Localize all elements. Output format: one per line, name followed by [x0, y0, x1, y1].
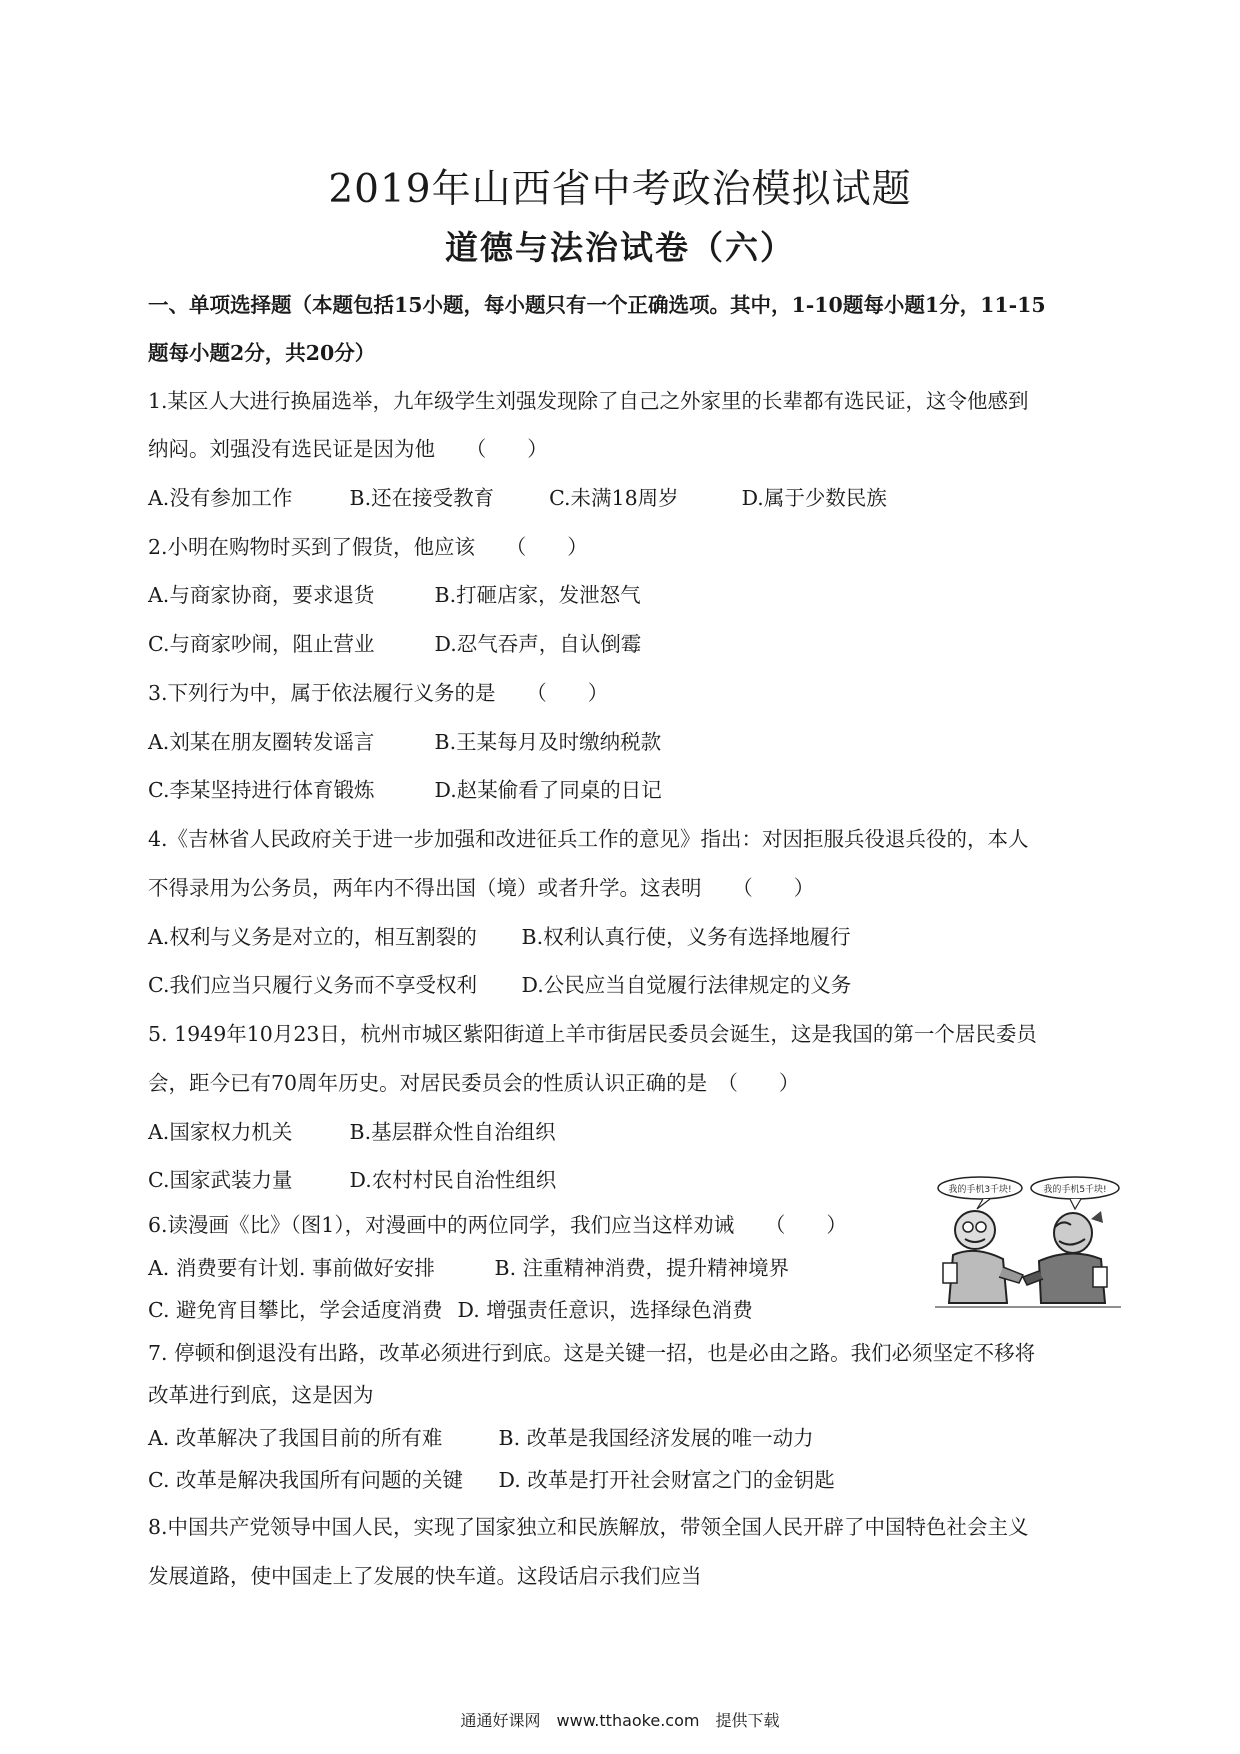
q4-option-c: C.我们应当只履行义务而不享受权利: [148, 973, 477, 997]
q8-stem-line1: 8.中国共产党领导中国人民，实现了国家独立和民族解放，带领全国人民开辟了中国特色社会主义: [148, 1515, 1029, 1539]
q5-stem-line2: 会，距今已有70周年历史。对居民委员会的性质认识正确的是 （ ）: [148, 1071, 800, 1095]
q2-options-row2: [148, 627, 641, 657]
q5-option-b: B.基层群众性自治组织: [349, 1120, 556, 1144]
section-heading-line1: 一、单项选择题（本题包括15小题，每小题只有一个正确选项。其中，1-10题每小题1分，11-15: [148, 293, 1046, 317]
q4-options-row2: [148, 968, 851, 998]
q3-options-row2: [148, 773, 662, 803]
q1-stem-line1: 1.某区人大进行换届选举，九年级学生刘强发现除了自己之外家里的长辈都有选民证，这令他感到: [148, 389, 1029, 413]
section-heading-line2: 题每小题2分，共20分）: [148, 341, 376, 365]
comparison-cartoon: [935, 1175, 1121, 1317]
q8-stem-line2: 发展道路，使中国走上了发展的快车道。这段话启示我们应当: [148, 1564, 702, 1588]
q4-options-row1: [148, 920, 851, 950]
q6-option-c: C. 避免宵目攀比，学会适度消费: [148, 1298, 443, 1322]
q1-option-d: D.属于少数民族: [741, 486, 887, 510]
q5-option-a: A.国家权力机关: [148, 1120, 293, 1144]
q6-option-d: D. 增强责任意识，选择绿色消费: [457, 1298, 753, 1322]
q3-option-a: A.刘某在朋友圈转发谣言: [148, 730, 375, 754]
q6-option-a: A. 消费要有计划. 事前做好安排: [148, 1256, 435, 1280]
q5-option-d: D.农村村民自治性组织: [349, 1168, 557, 1192]
q1-options: [148, 481, 887, 511]
q5-options-row2: [148, 1163, 556, 1193]
q3-option-b: B.王某每月及时缴纳税款: [434, 730, 662, 754]
q2-option-a: A.与商家协商，要求退货: [148, 583, 375, 607]
q7-option-a: A. 改革解决了我国目前的所有难: [148, 1426, 443, 1450]
q7-option-b: B. 改革是我国经济发展的唯一动力: [498, 1426, 814, 1450]
q3-options-row1: [148, 725, 661, 755]
q6-option-b: B. 注重精神消费，提升精神境界: [494, 1256, 790, 1280]
q4-option-b: B.权利认真行使，义务有选择地履行: [521, 925, 851, 949]
q4-option-a: A.权利与义务是对立的，相互割裂的: [148, 925, 477, 949]
q1-option-a: A.没有参加工作: [148, 486, 293, 510]
q6-options-row2: [148, 1293, 753, 1323]
q2-stem: 2.小明在购物时买到了假货，他应该 （ ）: [148, 535, 588, 559]
q7-stem-line2: 改革进行到底，这是因为: [148, 1383, 374, 1407]
q3-option-c: C.李某坚持进行体育锻炼: [148, 778, 375, 802]
q7-stem-line1: 7. 停顿和倒退没有出路，改革必须进行到底。这是关键一招，也是必由之路。我们必须坚定不移将: [148, 1341, 1036, 1365]
footer-source: 通通好课网 www.tthaoke.com 提供下载: [460, 1711, 780, 1730]
q2-options-row1: [148, 578, 641, 608]
q2-option-d: D.忍气吞声，自认倒霉: [434, 632, 642, 656]
page-subtitle: 道德与法治试卷（六）: [445, 228, 795, 267]
q5-stem-line1: 5. 1949年10月23日，杭州市城区紫阳街道上羊市街居民委员会诞生，这是我国的第一个居民委员: [148, 1022, 1037, 1046]
q4-stem-line2: 不得录用为公务员，两年内不得出国（境）或者升学。这表明 （ ）: [148, 876, 815, 900]
cartoon-bubble-left: 我的手机3千块!: [948, 1185, 1012, 1195]
q2-option-c: C.与商家吵闹，阻止营业: [148, 632, 375, 656]
q1-option-b: B.还在接受教育: [349, 486, 495, 510]
q4-stem-line1: 4.《吉林省人民政府关于进一步加强和改进征兵工作的意见》指出：对因拒服兵役退兵役的，本人: [148, 827, 1029, 851]
page-title: 2019年山西省中考政治模拟试题: [328, 167, 912, 212]
q7-options-row2: [148, 1463, 835, 1493]
q5-option-c: C.国家武装力量: [148, 1168, 293, 1192]
q2-option-b: B.打砸店家，发泄怒气: [434, 583, 641, 607]
cartoon-bubble-right: 我的手机5千块!: [1043, 1185, 1107, 1195]
q4-option-d: D.公民应当自觉履行法律规定的义务: [521, 973, 852, 997]
q1-stem-line2: 纳闷。刘强没有选民证是因为他 （ ）: [148, 437, 548, 461]
q5-options-row1: [148, 1115, 556, 1145]
q1-option-c: C.未满18周岁: [549, 486, 679, 510]
q3-stem: 3.下列行为中，属于依法履行义务的是 （ ）: [148, 681, 609, 705]
q3-option-d: D.赵某偷看了同桌的日记: [434, 778, 662, 802]
q6-stem: 6.读漫画《比》（图1），对漫画中的两位同学，我们应当这样劝诫 （ ）: [148, 1213, 847, 1237]
q7-option-d: D. 改革是打开社会财富之门的金钥匙: [498, 1468, 835, 1492]
q7-options-row1: [148, 1421, 814, 1451]
q6-options-row1: [148, 1251, 789, 1281]
q7-option-c: C. 改革是解决我国所有问题的关键: [148, 1468, 463, 1492]
